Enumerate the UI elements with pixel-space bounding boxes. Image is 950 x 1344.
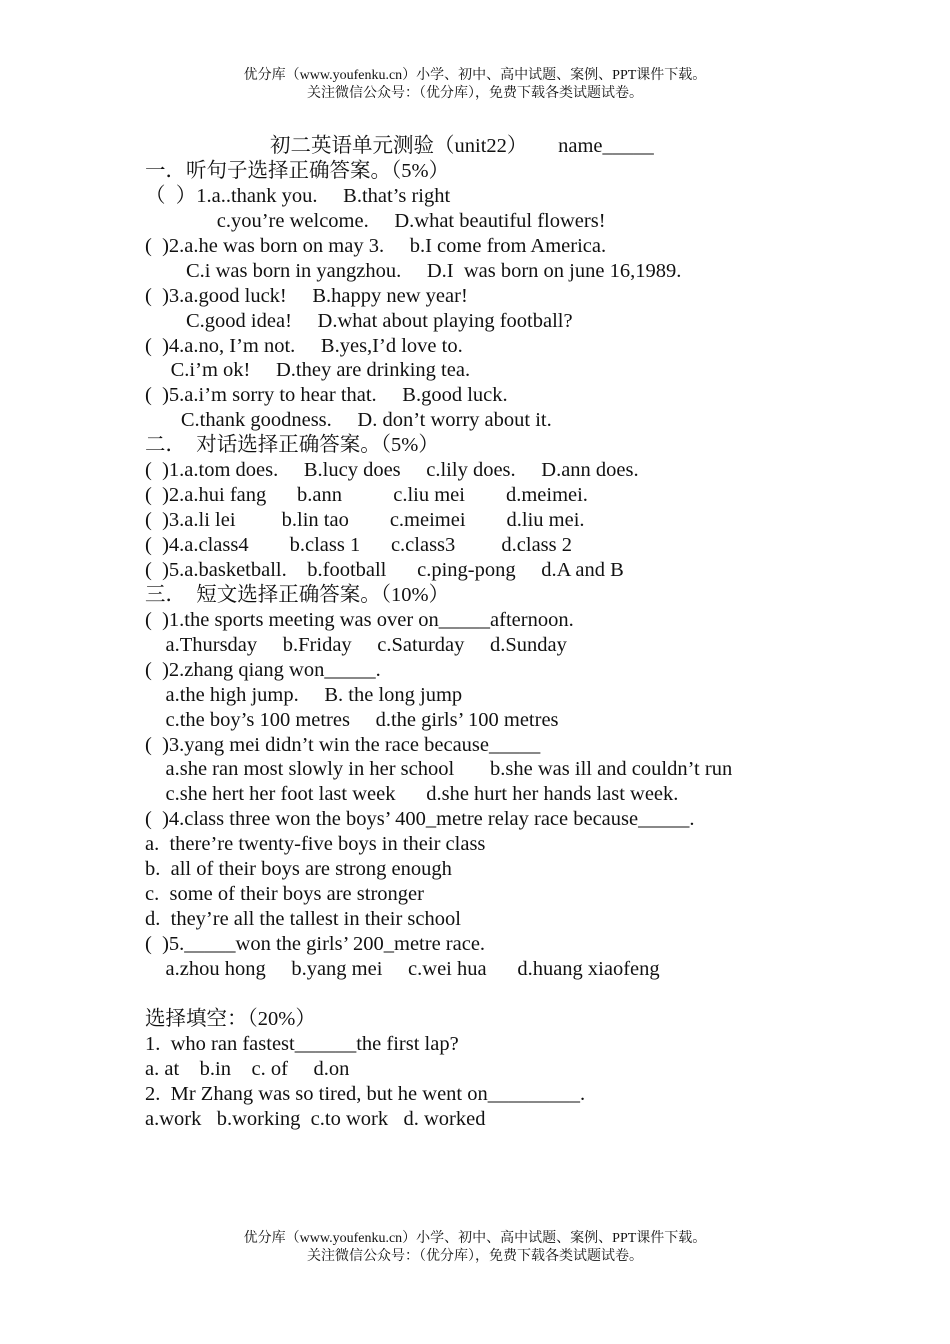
page-title: 初二英语单元测验（unit22） name_____ bbox=[270, 135, 654, 157]
question-line: a.zhou hong b.yang mei c.wei hua d.huang xiaofeng bbox=[145, 957, 660, 980]
section-listening bbox=[145, 159, 845, 433]
question-line: c.the boy’s 100 metres d.the girls’ 100 metres bbox=[145, 708, 559, 731]
question-line: （ ）1.a..thank you. B.that’s right bbox=[145, 184, 451, 207]
question-line: a. there’re twenty-five boys in their class bbox=[145, 833, 486, 856]
question-line: ( )1.a.tom does. B.lucy does c.lily does. D.ann does. bbox=[145, 459, 639, 482]
question-line: a.the high jump. B. the long jump bbox=[145, 683, 463, 706]
question-line: a.Thursday b.Friday c.Saturday d.Sunday bbox=[145, 633, 567, 656]
question-line: ( )4.class three won the boys’ 400_metre relay race because_____. bbox=[145, 808, 695, 831]
question-line: ( )3.yang mei didn’t win the race because_____ bbox=[145, 733, 541, 756]
header-line-2: 关注微信公众号：（优分库），免费下载各类试题试卷。 bbox=[307, 86, 643, 101]
question-line: a.work b.working c.to work d. worked bbox=[145, 1107, 486, 1130]
question-line: c.you’re welcome. D.what beautiful flowers! bbox=[145, 209, 606, 232]
question-line: ( )2.a.he was born on may 3. b.I come from America. bbox=[145, 234, 607, 257]
question-line: ( )4.a.class4 b.class 1 c.class3 d.class 2 bbox=[145, 534, 572, 556]
document-body bbox=[145, 134, 845, 1132]
question-line: ( )1.the sports meeting was over on_____afternoon. bbox=[145, 608, 574, 631]
question-line: C.good idea! D.what about playing football? bbox=[145, 309, 573, 332]
section-heading: 选择填空：（20%） bbox=[145, 1007, 316, 1030]
page-header bbox=[0, 67, 950, 103]
section-heading: 一．听句子选择正确答案。（5%） bbox=[145, 159, 450, 182]
question-line: ( )4.a.no, I’m not. B.yes,I’d love to. bbox=[145, 334, 463, 357]
question-line: a.she ran most slowly in her school b.she was ill and couldn’t run bbox=[145, 758, 733, 781]
question-line: ( )2.zhang qiang won_____. bbox=[145, 658, 381, 681]
question-line: ( )5._____won the girls’ 200_metre race. bbox=[145, 933, 486, 955]
question-line: ( )5.a.i’m sorry to hear that. B.good luck. bbox=[145, 384, 508, 407]
section-heading: 三． 短文选择正确答案。（10%） bbox=[145, 583, 450, 606]
footer-line-1: 优分库（www.youfenku.cn）小学、初中、高中试题、案例、PPT课件下载。 bbox=[243, 1231, 707, 1246]
question-line: ( )3.a.good luck! B.happy new year! bbox=[145, 284, 468, 307]
question-line: ( )3.a.li lei b.lin tao c.meimei d.liu mei. bbox=[145, 509, 585, 532]
question-line: 1. who ran fastest______the first lap? bbox=[145, 1032, 459, 1055]
question-line: 2. Mr Zhang was so tired, but he went on_________. bbox=[145, 1082, 586, 1105]
question-line: b. all of their boys are strong enough bbox=[145, 858, 452, 881]
question-line: C.thank goodness. D. don’t worry about it. bbox=[145, 409, 552, 432]
question-line: ( )2.a.hui fang b.ann c.liu mei d.meimei. bbox=[145, 484, 588, 507]
section-heading: 二． 对话选择正确答案。（5%） bbox=[145, 434, 439, 457]
question-line: ( )5.a.basketball. b.football c.ping-pong d.A and B bbox=[145, 558, 624, 581]
header-line-1: 优分库（www.youfenku.cn）小学、初中、高中试题、案例、PPT课件下载。 bbox=[243, 68, 707, 83]
section-dialogue bbox=[145, 433, 845, 583]
question-line: C.i was born in yangzhou. D.I was born on june 16,1989. bbox=[145, 259, 682, 282]
question-line: a. at b.in c. of d.on bbox=[145, 1057, 350, 1080]
section-fill-blank bbox=[145, 1007, 845, 1132]
question-line: d. they’re all the tallest in their school bbox=[145, 908, 461, 931]
blank-line bbox=[145, 982, 845, 1007]
page-footer bbox=[0, 1230, 950, 1266]
section-passage bbox=[145, 583, 845, 982]
footer-line-2: 关注微信公众号：（优分库），免费下载各类试题试卷。 bbox=[307, 1249, 643, 1264]
question-line: C.i’m ok! D.they are drinking tea. bbox=[145, 359, 471, 382]
question-line: c. some of their boys are stronger bbox=[145, 883, 424, 906]
question-line: c.she hert her foot last week d.she hurt her hands last week. bbox=[145, 783, 679, 806]
